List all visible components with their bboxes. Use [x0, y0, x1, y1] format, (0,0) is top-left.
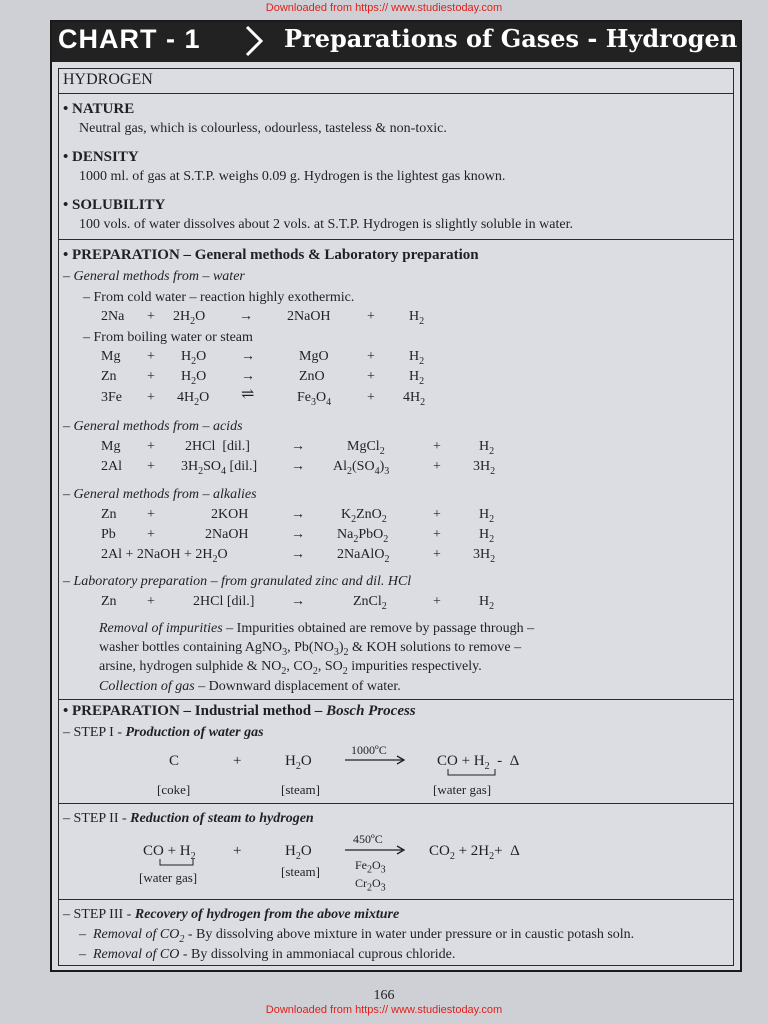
equation-plus: + — [433, 594, 441, 609]
arrow-icon: → — [291, 459, 305, 474]
equation-row: ZnO — [299, 369, 325, 384]
lab-method-heading: – Laboratory preparation – from granulated zinc and dil. HCl — [63, 574, 412, 589]
arrow-icon: → — [291, 527, 305, 542]
equation-row: 2HCl [dil.] — [193, 594, 255, 609]
equation-plus: + — [147, 309, 155, 324]
steam-label: [steam] — [281, 782, 320, 797]
equation-row: $Na_2PbO_2$ — [337, 527, 389, 545]
removal-co-line: – Removal of CO - By dissolving in ammoniacal cuprous chloride. — [79, 947, 456, 962]
divider — [59, 899, 733, 900]
equation-row: MgO — [299, 349, 329, 364]
equation-row: $H_2O$ — [285, 843, 312, 862]
step3-title: Recovery of hydrogen from the above mixture — [134, 907, 400, 922]
chart-label: CHART - 1 — [58, 24, 201, 54]
equation-row: Zn — [101, 594, 117, 609]
section-title: HYDROGEN — [63, 71, 153, 88]
bracket — [447, 769, 497, 777]
equation-row: $CO_2 + 2H_2+ \Delta$ — [429, 843, 520, 862]
equation-row: Zn — [101, 369, 117, 384]
equation-row: 3Fe — [101, 390, 122, 405]
equation-row: 2Al — [101, 459, 122, 474]
removal-impurities-line: washer bottles containing AgNO$_3$, $Pb(NO_3)_2$ & KOH solutions to remove – — [99, 640, 522, 658]
step1-title: Production of water gas — [125, 725, 264, 740]
equation-plus: + — [147, 594, 155, 609]
equation-row: Zn — [101, 507, 117, 522]
chevron-right-icon — [242, 24, 266, 58]
equation-row: Mg — [101, 349, 121, 364]
equation-row: $H_2$ — [479, 527, 495, 545]
equation-plus: + — [147, 459, 155, 474]
equation-plus: + — [433, 527, 441, 542]
equation-row: $H_2$ — [479, 507, 495, 525]
equation-plus: + — [147, 390, 155, 405]
boiling-water-note: – From boiling water or steam — [83, 330, 253, 345]
water-gas-label: [water gas] — [139, 870, 198, 885]
solubility-heading: • SOLUBILITY — [63, 197, 166, 213]
download-link-top[interactable]: Downloaded from https:// www.studiestoday.com — [265, 2, 503, 14]
arrow-icon: → — [291, 507, 305, 522]
equation-row: 2NaOH — [205, 527, 249, 542]
equation-row: $H_2$ — [479, 594, 495, 612]
equation-plus: + — [367, 369, 375, 384]
bosch-process-label: Bosch Process — [326, 703, 416, 719]
equation-plus: + — [147, 369, 155, 384]
step1-label: – STEP I - — [63, 725, 126, 740]
equation-row: $3H_2$ — [473, 547, 496, 565]
arrow-icon: → — [241, 369, 255, 384]
equation-row: $H_2O$ — [181, 349, 207, 367]
density-heading: • DENSITY — [63, 149, 139, 165]
chart-header — [52, 22, 740, 62]
equation-row: $4H_2$ — [403, 390, 426, 408]
steam-label: [steam] — [281, 864, 320, 879]
removal-text: – Impurities obtained are remove by passage through – — [222, 621, 535, 636]
step3-label: – STEP III - — [63, 907, 135, 922]
equation-row: $H_2$ — [409, 369, 425, 387]
divider — [59, 93, 733, 94]
removal-label: Removal of impurities — [99, 621, 223, 636]
equation-row: $Al_2(SO_4)_3$ — [333, 459, 390, 477]
equation-row: $3H_2$ — [473, 459, 496, 477]
equation-plus: + — [433, 439, 441, 454]
step1-heading — [63, 725, 264, 741]
arrow-icon: → — [291, 594, 305, 609]
equation-plus: + — [367, 309, 375, 324]
step2-title: Reduction of steam to hydrogen — [130, 811, 314, 826]
cold-water-note: – From cold water – reaction highly exothermic. — [83, 290, 355, 305]
divider — [59, 803, 733, 804]
equation-plus: + — [233, 753, 242, 769]
long-arrow-icon — [345, 845, 407, 855]
equation-row: 2KOH — [211, 507, 249, 522]
equation-row: Mg — [101, 439, 121, 454]
equation-row: $K_2ZnO_2$ — [341, 507, 387, 525]
reaction-condition: 1000ºC — [351, 743, 387, 757]
step3-heading — [63, 907, 399, 923]
divider — [59, 699, 733, 700]
preparation-industrial-heading — [63, 703, 416, 719]
equation-row: 2NaAlO$_2$ — [337, 547, 390, 565]
collection-label: Collection of gas — [99, 679, 195, 694]
equation-row: MgCl$_2$ — [347, 439, 385, 457]
water-method-heading: – General methods from – water — [63, 269, 245, 284]
arrow-icon: → — [291, 439, 305, 454]
equation-row: $H_2O$ — [285, 753, 312, 772]
equation-row: $3H_2SO_4$ [dil.] — [181, 459, 258, 477]
equation-plus: + — [147, 349, 155, 364]
preparation-general-heading: • PREPARATION – General methods & Laboratory preparation — [63, 247, 479, 263]
removal-impurities-line — [99, 621, 534, 637]
equation-row: 2Al + 2NaOH + $2H_2O$ — [101, 547, 228, 565]
equation-plus: + — [367, 349, 375, 364]
equation-row: $4H_2O$ — [177, 390, 210, 408]
alkalies-method-heading: – General methods from – alkalies — [63, 487, 257, 502]
removal-co2-line: – Removal of $CO_2$ - By dissolving above mixture in water under pressure or in caustic potash soln. — [79, 927, 635, 945]
equation-row: ZnCl$_2$ — [353, 594, 387, 612]
equation-plus: + — [433, 507, 441, 522]
download-link-bottom[interactable]: Downloaded from https:// www.studiestoday.com — [265, 1004, 503, 1016]
equation-C: C — [169, 753, 180, 769]
divider — [59, 239, 733, 240]
equation-plus: + — [433, 459, 441, 474]
equation-row: CO + $H_2$ — [143, 843, 196, 862]
collection-line — [99, 679, 401, 695]
reaction-condition: 450ºC — [353, 832, 383, 846]
bracket — [159, 859, 195, 867]
page-number: 166 — [373, 988, 395, 1003]
long-arrow-icon — [345, 755, 407, 765]
chart-box — [50, 20, 742, 972]
equation-row: $H_2$ — [409, 309, 425, 327]
removal-co-text: - By dissolving in ammoniacal cuprous chloride. — [179, 947, 456, 962]
equation-row: $Fe_3O_4$ — [297, 390, 332, 408]
arrow-icon: → — [291, 547, 305, 562]
equation-row: 2Na — [101, 309, 125, 324]
reversible-arrow-icon: ⇌ — [241, 386, 255, 403]
water-gas-label: [water gas] — [433, 782, 492, 797]
acids-method-heading: – General methods from – acids — [63, 419, 243, 434]
equation-row: CO + $H_2$ - Δ — [437, 753, 520, 772]
equation-row: $H_2O$ — [181, 369, 207, 387]
equation-row: 2HCl [dil.] — [185, 439, 250, 454]
equation-plus: + — [147, 507, 155, 522]
equation-plus: + — [367, 390, 375, 405]
catalyst-cr2o3: $Cr_2O_3$ — [355, 876, 386, 894]
catalyst-fe2o3: $Fe_2O_3$ — [355, 858, 386, 876]
solubility-text: 100 vols. of water dissolves about 2 vols. at S.T.P. Hydrogen is slightly soluble in water. — [79, 217, 573, 232]
removal-co-label: Removal of CO — [93, 947, 180, 962]
collection-text: – Downward displacement of water. — [194, 679, 401, 694]
equation-row: $2H_2O$ — [173, 309, 206, 327]
density-text: 1000 ml. of gas at S.T.P. weighs 0.09 g. Hydrogen is the lightest gas known. — [79, 169, 506, 184]
equation-plus: + — [147, 527, 155, 542]
equation-plus: + — [147, 439, 155, 454]
equation-plus: + — [233, 843, 242, 859]
equation-row: 2NaOH — [287, 309, 331, 324]
equation-plus: + — [433, 547, 441, 562]
nature-heading: • NATURE — [63, 101, 135, 117]
content-frame — [58, 68, 734, 966]
equation-row: $H_2$ — [409, 349, 425, 367]
step2-heading — [63, 811, 314, 827]
arrow-icon: → — [241, 349, 255, 364]
industrial-heading-text: • PREPARATION – Industrial method – — [63, 703, 327, 719]
removal-impurities-line: arsine, hydrogen sulphide & $NO_2$, $CO_2$, $SO_2$ impurities respectively. — [99, 659, 482, 677]
removal-co2-text: - By dissolving above mixture in water under pressure or in caustic potash soln. — [184, 927, 635, 942]
coke-label: [coke] — [157, 782, 191, 797]
nature-text: Neutral gas, which is colourless, odourless, tasteless & non-toxic. — [79, 121, 447, 136]
arrow-icon: → — [239, 309, 253, 324]
chart-title: Preparations of Gases - Hydrogen — [284, 24, 738, 53]
step2-label: – STEP II - — [63, 811, 131, 826]
equation-row: $H_2$ — [479, 439, 495, 457]
equation-row: Pb — [101, 527, 116, 542]
